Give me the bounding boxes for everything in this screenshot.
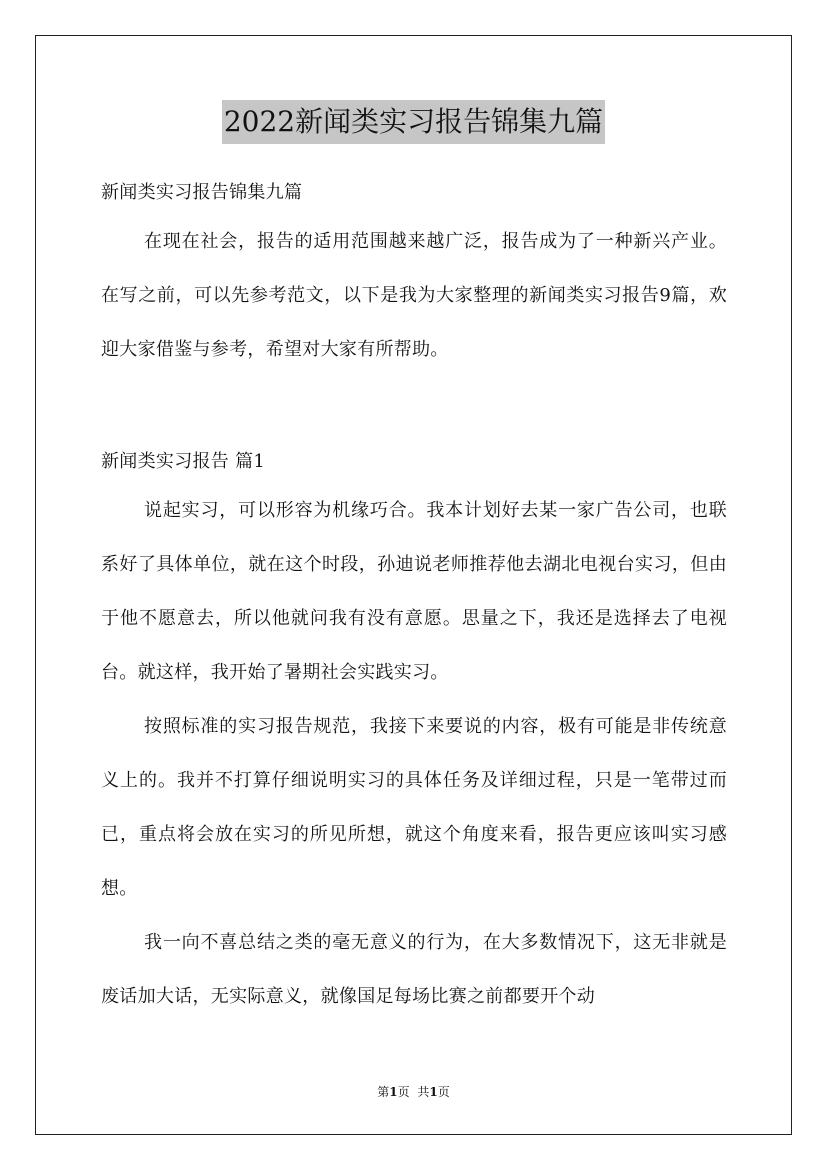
intro-paragraph: 在现在社会，报告的适用范围越来越广泛，报告成为了一种新兴产业。在写之前，可以先参考范文，以下是我为大家整理的新闻类实习报告9篇，欢迎大家借鉴与参考，希望对大家有所帮助。 [101, 231, 727, 360]
body-paragraph-3: 我一向不喜总结之类的毫无意义的行为，在大多数情况下，这无非就是废话加大话，无实际意义，就像国足每场比赛之前都要开个动 [101, 932, 727, 1007]
page-footer [0, 1083, 827, 1101]
body-paragraph-1: 说起实习，可以形容为机缘巧合。我本计划好去某一家广告公司，也联系好了具体单位，就在这个时段，孙迪说老师推荐他去湖北电视台实习，但由于他不愿意去，所以他就问我有没有意愿。思量之下，我还是选择去了电视台。就这样，我开始了暑期社会实践实习。 [101, 500, 727, 683]
total-prefix: 共 [417, 1085, 430, 1099]
document-title-text: 2022新闻类实习报告锦集九篇 [222, 100, 605, 144]
body-paragraph-2: 按照标准的实习报告规范，我接下来要说的内容，极有可能是非传统意义上的。我并不打算仔细说明实习的具体任务及详细过程，只是一笔带过而已，重点将会放在实习的所见所想，就这个角度来看，报告更应该叫实习感想。 [101, 716, 727, 899]
page-number: 1 [389, 1085, 398, 1099]
section-heading: 新闻类实习报告 篇1 [101, 451, 266, 472]
document-title [0, 100, 827, 144]
page-prefix: 第 [377, 1085, 390, 1099]
page-suffix: 页 [397, 1085, 410, 1099]
blank-line [101, 377, 727, 422]
total-pages: 1 [429, 1085, 438, 1099]
document-subtitle: 新闻类实习报告锦集九篇 [101, 182, 303, 203]
document-body [101, 170, 727, 1024]
total-suffix: 页 [437, 1085, 450, 1099]
